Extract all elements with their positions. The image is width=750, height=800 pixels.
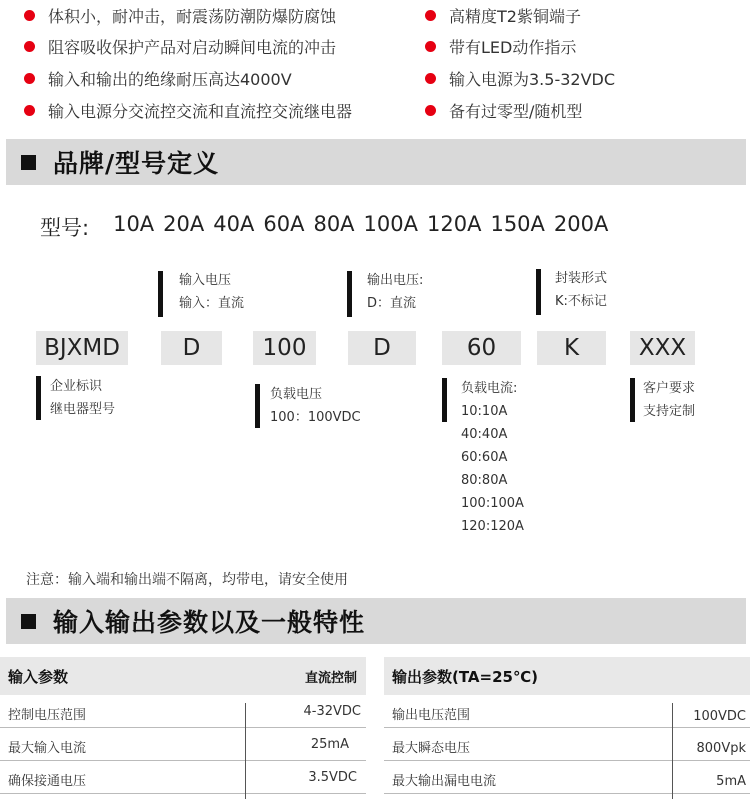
feature-item [425, 35, 576, 58]
feature-text: 体积小，耐冲击，耐震荡防潮防爆防腐蚀 [48, 7, 337, 26]
feature-item [24, 35, 336, 58]
model-value: 150A [490, 212, 545, 236]
table-header [384, 657, 750, 695]
annotation-input-voltage [179, 269, 244, 315]
annotation-line: 继电器型号 [50, 402, 116, 417]
model-label: 型号: [40, 216, 90, 240]
param-value: 25mA [310, 737, 349, 752]
model-value: 120A [427, 212, 482, 236]
annotation-company [50, 375, 115, 421]
feature-text: 输入电源分交流控交流和直流控交流继电器 [48, 102, 353, 121]
model-value: 20A [163, 212, 205, 236]
feature-item [425, 67, 615, 90]
code-box-brand: BJXMD [36, 331, 128, 365]
annotation-line: 100:100A [461, 496, 524, 511]
annotation-bar [255, 384, 260, 428]
annotation-line: 负载电流: [461, 381, 518, 396]
annotation-load-current [461, 377, 524, 538]
feature-text: 高精度T2紫铜端子 [449, 7, 581, 26]
annotation-line: 封装形式 [555, 271, 608, 286]
annotation-line: 企业标识 [50, 379, 103, 394]
param-name: 控制电压范围 [8, 708, 87, 723]
feature-text: 备有过零型/随机型 [449, 102, 583, 121]
table-row [384, 728, 750, 761]
feature-text: 阻容吸收保护产品对启动瞬间电流的冲击 [48, 38, 337, 57]
safety-note: 注意：输入端和输出端不隔离，均带电，请安全使用 [26, 572, 348, 588]
table-title: 输入参数 [8, 667, 69, 686]
bullet-dot-icon [425, 41, 436, 52]
bullet-dot-icon [24, 41, 35, 52]
table-row [0, 728, 366, 761]
annotation-bar [442, 378, 447, 422]
square-bullet-icon [21, 155, 36, 170]
code-box-load-current: 60 [442, 331, 521, 365]
model-value: 80A [313, 212, 355, 236]
param-name: 最大瞬态电压 [392, 741, 471, 756]
annotation-line: 100：100VDC [270, 410, 361, 425]
model-value: 100A [363, 212, 418, 236]
param-name: 最大输出漏电电流 [392, 774, 497, 789]
annotation-line: 客户要求 [643, 381, 696, 396]
annotation-line: D：直流 [367, 296, 417, 311]
feature-text: 带有LED动作指示 [449, 38, 577, 57]
param-value: 100VDC [693, 709, 746, 724]
feature-item [425, 4, 581, 27]
annotation-line: 60:60A [461, 450, 508, 465]
code-box-custom: XXX [630, 331, 695, 365]
feature-text: 输入和输出的绝缘耐压高达4000V [48, 70, 292, 89]
annotation-line: 输出电压: [367, 273, 424, 288]
annotation-line: 10:10A [461, 404, 508, 419]
model-list [40, 212, 617, 242]
annotation-line: 120:120A [461, 519, 524, 534]
annotation-bar [36, 376, 41, 420]
annotation-line: 输入：直流 [179, 296, 245, 311]
annotation-bar [158, 271, 163, 317]
section-title: 输入输出参数以及一般特性 [53, 608, 366, 637]
annotation-line: K:不标记 [555, 294, 607, 309]
column-divider [245, 703, 246, 799]
param-name: 输出电压范围 [392, 708, 471, 723]
section-title: 品牌/型号定义 [53, 149, 220, 178]
code-box-load-voltage: 100 [253, 331, 316, 365]
table-header [0, 657, 366, 695]
annotation-line: 输入电压 [179, 273, 232, 288]
annotation-package [555, 267, 607, 313]
bullet-dot-icon [425, 10, 436, 21]
model-value: 10A [113, 212, 155, 236]
annotation-line: 40:40A [461, 427, 508, 442]
bullet-dot-icon [425, 105, 436, 116]
model-value: 40A [213, 212, 255, 236]
table-row [384, 761, 750, 794]
annotation-bar [347, 271, 352, 317]
feature-item [24, 67, 292, 90]
param-name: 确保接通电压 [8, 774, 87, 789]
table-row [0, 761, 366, 794]
input-params-table [0, 657, 366, 794]
annotation-line: 支持定制 [643, 404, 696, 419]
bullet-dot-icon [24, 105, 35, 116]
annotation-customer [643, 377, 695, 423]
feature-item [24, 99, 352, 122]
param-value: 5mA [716, 774, 746, 789]
bullet-dot-icon [425, 73, 436, 84]
code-box-package: K [537, 331, 606, 365]
table-row [384, 695, 750, 728]
param-value: 4-32VDC [303, 704, 361, 719]
annotation-bar [536, 269, 541, 315]
section-header-brand-model [6, 139, 746, 185]
model-value: 60A [263, 212, 305, 236]
feature-text: 输入电源为3.5-32VDC [449, 70, 616, 89]
feature-item [425, 99, 582, 122]
section-header-io-params [6, 598, 746, 644]
column-divider [672, 703, 673, 799]
code-box-input-type: D [161, 331, 222, 365]
output-params-table [384, 657, 750, 794]
param-value: 3.5VDC [308, 770, 357, 785]
annotation-line: 负载电压 [270, 387, 323, 402]
annotation-load-voltage [270, 383, 361, 429]
model-value: 200A [553, 212, 609, 236]
feature-item [24, 4, 336, 27]
code-box-output-type: D [348, 331, 416, 365]
annotation-line: 80:80A [461, 473, 508, 488]
table-title: 输出参数(TA=25℃) [392, 667, 538, 686]
bullet-dot-icon [24, 73, 35, 84]
param-value: 800Vpk [696, 741, 746, 756]
annotation-output-voltage [367, 269, 423, 315]
table-row [0, 695, 366, 728]
table-subtitle: 直流控制 [304, 670, 357, 686]
square-bullet-icon [21, 614, 36, 629]
bullet-dot-icon [24, 10, 35, 21]
annotation-bar [630, 378, 635, 422]
param-name: 最大输入电流 [8, 741, 87, 756]
